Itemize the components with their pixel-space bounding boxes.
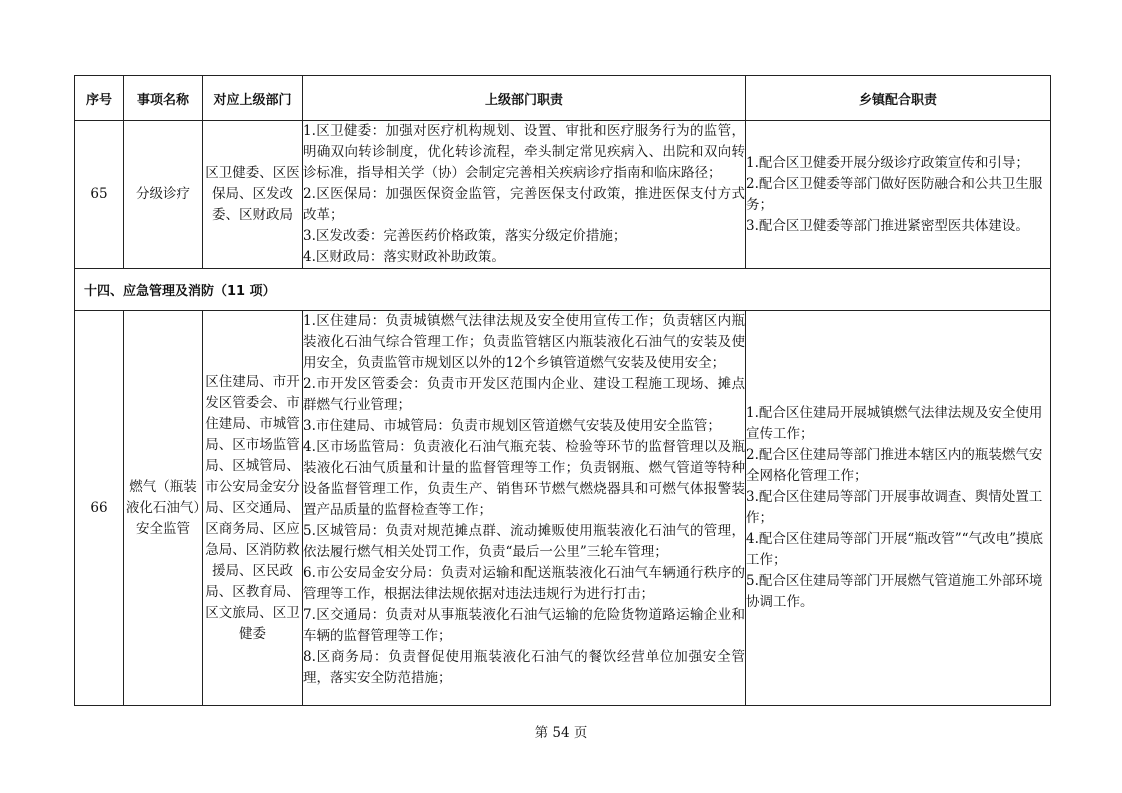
town-duty-item: 1.配合区卫健委开展分级诊疗政策宣传和引导； xyxy=(746,154,1029,171)
section-row xyxy=(75,269,1051,311)
town-duty-list xyxy=(746,121,1051,269)
town-duty-item: 4.配合区住建局等部门开展“瓶改管”“气改电”摸底工作； xyxy=(746,531,1043,568)
town-duty-list xyxy=(746,311,1051,706)
section-title: 十四、应急管理及消防（11 项） xyxy=(75,269,1051,311)
duty-item: 3.区发改委：完善医药价格政策，落实分级定价措施； xyxy=(303,228,627,244)
town-duty-item: 3.配合区卫健委等部门推进紧密型医共体建设。 xyxy=(746,217,1029,234)
town-duty-item: 2.配合区住建局等部门推进本辖区内的瓶装燃气安全网格化管理工作； xyxy=(746,447,1043,484)
town-duty-item: 3.配合区住建局等部门开展事故调查、舆情处置工作； xyxy=(746,489,1043,526)
table-row xyxy=(75,121,1051,269)
duty-item: 4.区市场监管局：负责液化石油气瓶充装、检验等环节的监督管理以及瓶装液化石油气质量和计量的监督管理等工作；负责钢瓶、燃气管道等特种设备监督管理工作，负责生产、销售环节燃气燃烧器具和可燃气体报警装置产品质量的监督检查等工作； xyxy=(303,439,745,518)
duty-item: 8.区商务局：负责督促使用瓶装液化石油气的餐饮经营单位加强安全管理，落实安全防范措施； xyxy=(303,649,745,686)
duty-list xyxy=(303,311,746,706)
duty-item: 1.区住建局：负责城镇燃气法律法规及安全使用宣传工作；负责辖区内瓶装液化石油气综合管理工作；负责监管辖区内瓶装液化石油气的安装及使用安全，负责监管市规划区以外的12个乡镇管道燃气安装及使用安全； xyxy=(303,313,745,371)
item-name: 燃气（瓶装液化石油气）安全监管 xyxy=(124,311,203,706)
duty-table xyxy=(74,75,1051,706)
duty-item: 6.市公安局金安分局：负责对运输和配送瓶装液化石油气车辆通行秩序的管理等工作，根据法律法规依据对违法违规行为进行打击； xyxy=(303,565,745,602)
duty-item: 4.区财政局：落实财政补助政策。 xyxy=(303,249,505,265)
header-item-name: 事项名称 xyxy=(124,76,203,121)
dept-list: 区住建局、市开发区管委会、市住建局、市城管局、区市场监管局、区城管局、市公安局金安分局、区交通局、区商务局、区应急局、区消防救援局、区民政局、区教育局、区文旅局、区卫健委 xyxy=(203,311,303,706)
row-number: 65 xyxy=(75,121,124,269)
duty-item: 1.区卫健委：加强对医疗机构规划、设置、审批和医疗服务行为的监管，明确双向转诊制度，优化转诊流程，牵头制定常见疾病入、出院和双向转诊标准，指导相关学（协）会制定完善相关疾病诊疗指南和临床路径； xyxy=(303,123,745,181)
table-header-row xyxy=(75,76,1051,121)
duty-item: 7.区交通局：负责对从事瓶装液化石油气运输的危险货物道路运输企业和车辆的监督管理等工作； xyxy=(303,607,745,644)
town-duty-item: 2.配合区卫健委等部门做好医防融合和公共卫生服务； xyxy=(746,175,1043,213)
town-duty-item: 1.配合区住建局开展城镇燃气法律法规及安全使用宣传工作； xyxy=(746,405,1043,442)
header-dept: 对应上级部门 xyxy=(203,76,303,121)
duty-item: 3.市住建局、市城管局：负责市规划区管道燃气安装及使用安全监管； xyxy=(303,418,721,434)
header-duty: 上级部门职责 xyxy=(303,76,746,121)
item-name: 分级诊疗 xyxy=(124,121,203,269)
dept-list: 区卫健委、区医保局、区发改委、区财政局 xyxy=(203,121,303,269)
duty-item: 2.区医保局：加强医保资金监管，完善医保支付政策，推进医保支付方式改革； xyxy=(303,186,745,223)
header-town-duty: 乡镇配合职责 xyxy=(746,76,1051,121)
table-row xyxy=(75,311,1051,706)
page-number: 第 54 页 xyxy=(534,725,588,741)
duty-item: 2.市开发区管委会：负责市开发区范围内企业、建设工程施工现场、摊点群燃气行业管理； xyxy=(303,376,745,413)
row-number: 66 xyxy=(75,311,124,706)
duty-list xyxy=(303,121,746,269)
header-no: 序号 xyxy=(75,76,124,121)
town-duty-item: 5.配合区住建局等部门开展燃气管道施工外部环境协调工作。 xyxy=(746,573,1043,610)
duty-item: 5.区城管局：负责对规范摊点群、流动摊贩使用瓶装液化石油气的管理，依法履行燃气相关处罚工作，负责“最后一公里”三轮车管理； xyxy=(303,523,745,560)
